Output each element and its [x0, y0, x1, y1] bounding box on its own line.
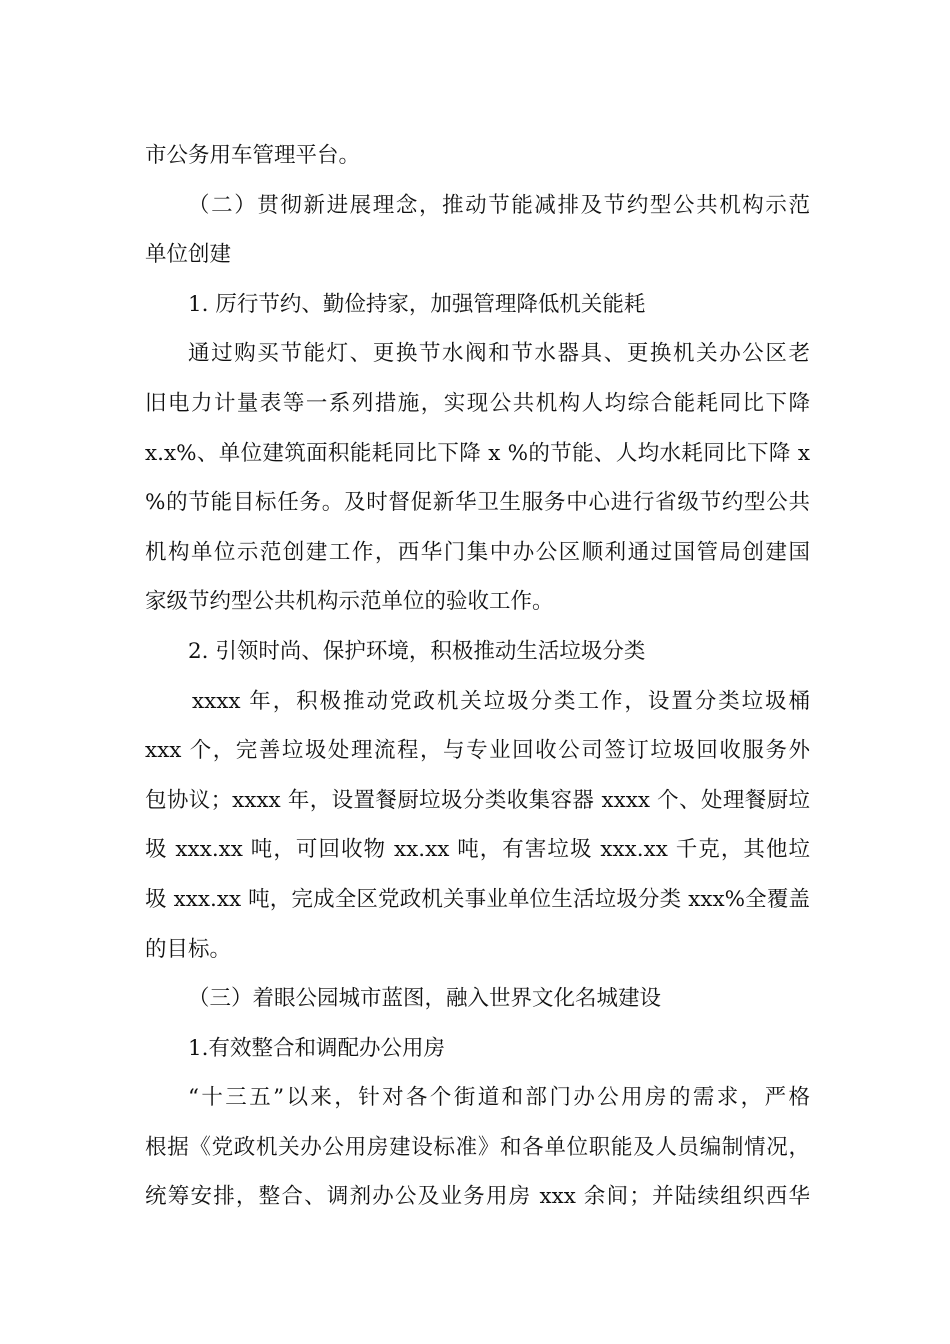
text-line: 根据《党政机关办公用房建设标准》和各单位职能及人员编制情况，	[145, 1134, 810, 1160]
section-heading-continued: 单位创建	[145, 242, 232, 268]
text-line: 机构单位示范创建工作，西华门集中办公区顺利通过国管局创建国	[145, 539, 810, 565]
section-heading: （三）着眼公园城市蓝图，融入世界文化名城建设	[188, 986, 662, 1012]
text-line: 圾 xxx.xx 吨，可回收物 xx.xx 吨，有害垃圾 xxx.xx 千克，其他垃	[145, 837, 810, 863]
subsection-heading: 1. 厉行节约、勤俭持家，加强管理降低机关能耗	[188, 291, 646, 317]
section-heading: （二）贯彻新进展理念，推动节能减排及节约型公共机构示范	[188, 192, 810, 218]
text-line: xxx 个，完善垃圾处理流程，与专业回收公司签订垃圾回收服务外	[145, 738, 810, 764]
text-line: 市公务用车管理平台。	[145, 143, 361, 168]
text-line: 统筹安排，整合、调剂办公及业务用房 xxx 余间；并陆续组织西华	[145, 1184, 810, 1210]
text-line: 通过购买节能灯、更换节水阀和节水器具、更换机关办公区老	[188, 341, 810, 367]
text-line: 圾 xxx.xx 吨，完成全区党政机关事业单位生活垃圾分类 xxx%全覆盖	[145, 886, 810, 912]
text-line: “十三五”以来，针对各个街道和部门办公用房的需求，严格	[188, 1085, 810, 1111]
subsection-heading: 2. 引领时尚、保护环境，积极推动生活垃圾分类	[188, 638, 646, 664]
text-line: 旧电力计量表等一系列措施，实现公共机构人均综合能耗同比下降	[145, 390, 810, 416]
document-body	[145, 131, 810, 1222]
text-line: %的节能目标任务。及时督促新华卫生服务中心进行省级节约型公共	[145, 490, 810, 516]
subsection-heading: 1.有效整合和调配办公用房	[188, 1035, 446, 1061]
text-line: 的目标。	[145, 936, 232, 962]
text-line: 包协议；xxxx 年，设置餐厨垃圾分类收集容器 xxxx 个、处理餐厨垃	[145, 787, 810, 813]
text-line: 家级节约型公共机构示范单位的验收工作。	[145, 589, 554, 615]
text-line: xxxx 年，积极推动党政机关垃圾分类工作，设置分类垃圾桶	[192, 688, 810, 714]
text-line: x.x%、单位建筑面积能耗同比下降 x %的节能、人均水耗同比下降 x	[145, 440, 810, 466]
